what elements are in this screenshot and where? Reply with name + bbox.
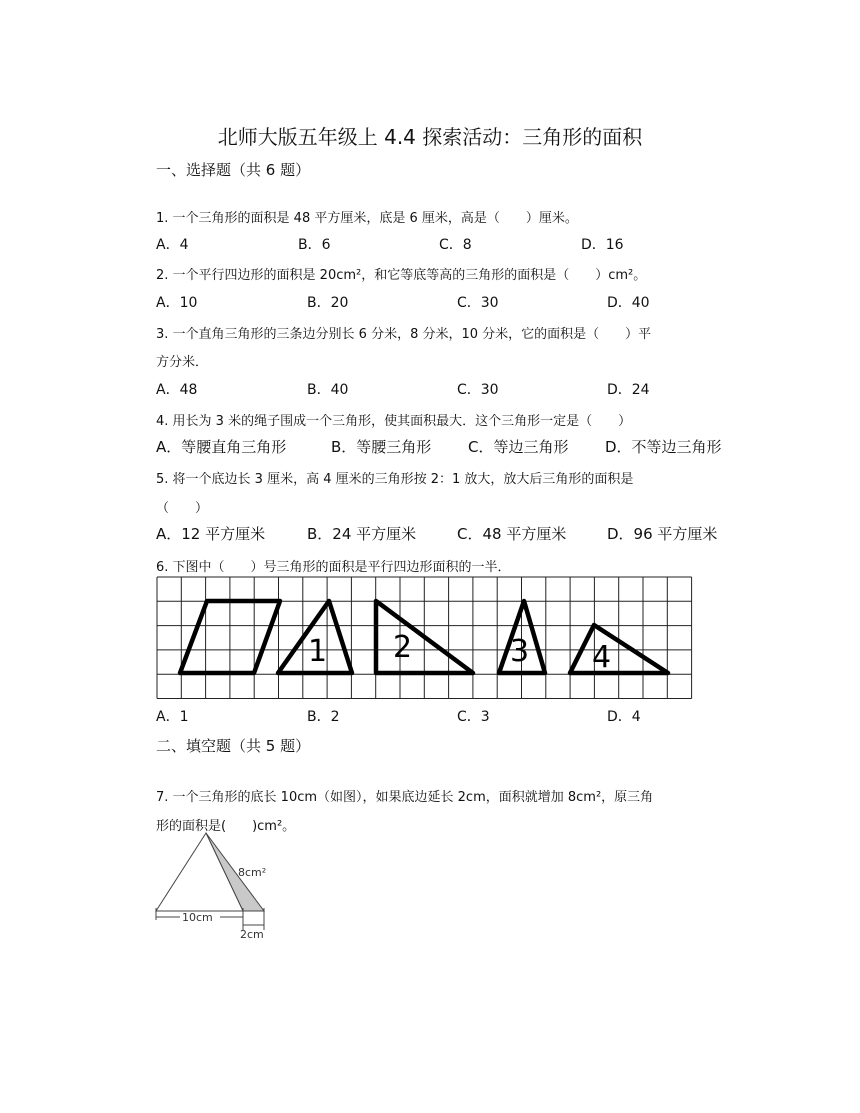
q2-option-a[interactable]: A．10 [156, 295, 198, 311]
question-2-stem: 2. 一个平行四边形的面积是 20cm²，和它等底等高的三角形的面积是（ ）cm²。 [156, 268, 647, 283]
q3-option-b[interactable]: B．40 [307, 382, 349, 398]
q6-option-b[interactable]: B．2 [307, 709, 340, 725]
q3-option-d[interactable]: D．24 [607, 382, 650, 398]
section-heading-choice: 一、选择题（共 6 题） [156, 161, 311, 179]
base-label: 10cm [182, 911, 213, 924]
question-1-stem: 1. 一个三角形的面积是 48 平方厘米，底是 6 厘米，高是（ ）厘米。 [156, 211, 578, 226]
page-title: 北师大版五年级上 4.4 探索活动：三角形的面积 [217, 125, 643, 149]
q1-option-d[interactable]: D．16 [581, 237, 624, 253]
q4-option-b[interactable]: B．等腰三角形 [331, 438, 432, 456]
question-7-stem-line2: 形的面积是( )cm²。 [156, 819, 296, 834]
question-5-stem-line1: 5. 将一个底边长 3 厘米，高 4 厘米的三角形按 2：1 放大，放大后三角形的面积是 [156, 472, 634, 487]
extension-label: 2cm [240, 928, 264, 940]
q5-option-d[interactable]: D．96 平方厘米 [607, 525, 718, 543]
q5-option-a[interactable]: A．12 平方厘米 [156, 525, 266, 543]
triangle-3-label: 3 [510, 634, 530, 669]
q3-option-c[interactable]: C．30 [457, 382, 499, 398]
q2-option-b[interactable]: B．20 [307, 295, 349, 311]
triangle-1-label: 1 [308, 634, 328, 669]
q1-option-b[interactable]: B．6 [298, 237, 331, 253]
q4-option-c[interactable]: C．等边三角形 [468, 438, 569, 456]
q1-option-a[interactable]: A．4 [156, 237, 189, 253]
question-3-stem-line2: 方分米． [156, 355, 209, 370]
q6-option-c[interactable]: C．3 [457, 709, 490, 725]
q4-option-a[interactable]: A．等腰直角三角形 [156, 438, 287, 456]
added-area-label: 8cm² [238, 866, 267, 879]
grid-figure [150, 572, 700, 704]
q1-option-c[interactable]: C．8 [439, 237, 472, 253]
q6-option-a[interactable]: A．1 [156, 709, 189, 725]
q2-option-d[interactable]: D．40 [607, 295, 650, 311]
question-6-stem: 6. 下图中（ ）号三角形的面积是平行四边形面积的一半． [156, 560, 511, 575]
q6-option-d[interactable]: D．4 [607, 709, 641, 725]
triangle-2-label: 2 [393, 630, 413, 665]
question-3-stem-line1: 3. 一个直角三角形的三条边分别长 6 分米，8 分米，10 分米，它的面积是（ ）平 [156, 327, 652, 342]
question-7-stem-line1: 7. 一个三角形的底长 10cm（如图），如果底边延长 2cm，面积就增加 8cm²，原三角 [156, 790, 654, 805]
q4-option-d[interactable]: D．不等边三角形 [605, 438, 722, 456]
q3-option-a[interactable]: A．48 [156, 382, 198, 398]
section-heading-fill: 二、填空题（共 5 题） [156, 737, 311, 755]
q2-option-c[interactable]: C．30 [457, 295, 499, 311]
q5-option-c[interactable]: C．48 平方厘米 [457, 525, 567, 543]
q5-option-b[interactable]: B．24 平方厘米 [307, 525, 417, 543]
triangle-extension-figure [150, 828, 290, 940]
question-5-stem-line2: （ ） [156, 501, 209, 516]
triangle-4-label: 4 [592, 640, 612, 675]
question-4-stem: 4. 用长为 3 米的绳子围成一个三角形，使其面积最大．这个三角形一定是（ ） [156, 414, 632, 429]
